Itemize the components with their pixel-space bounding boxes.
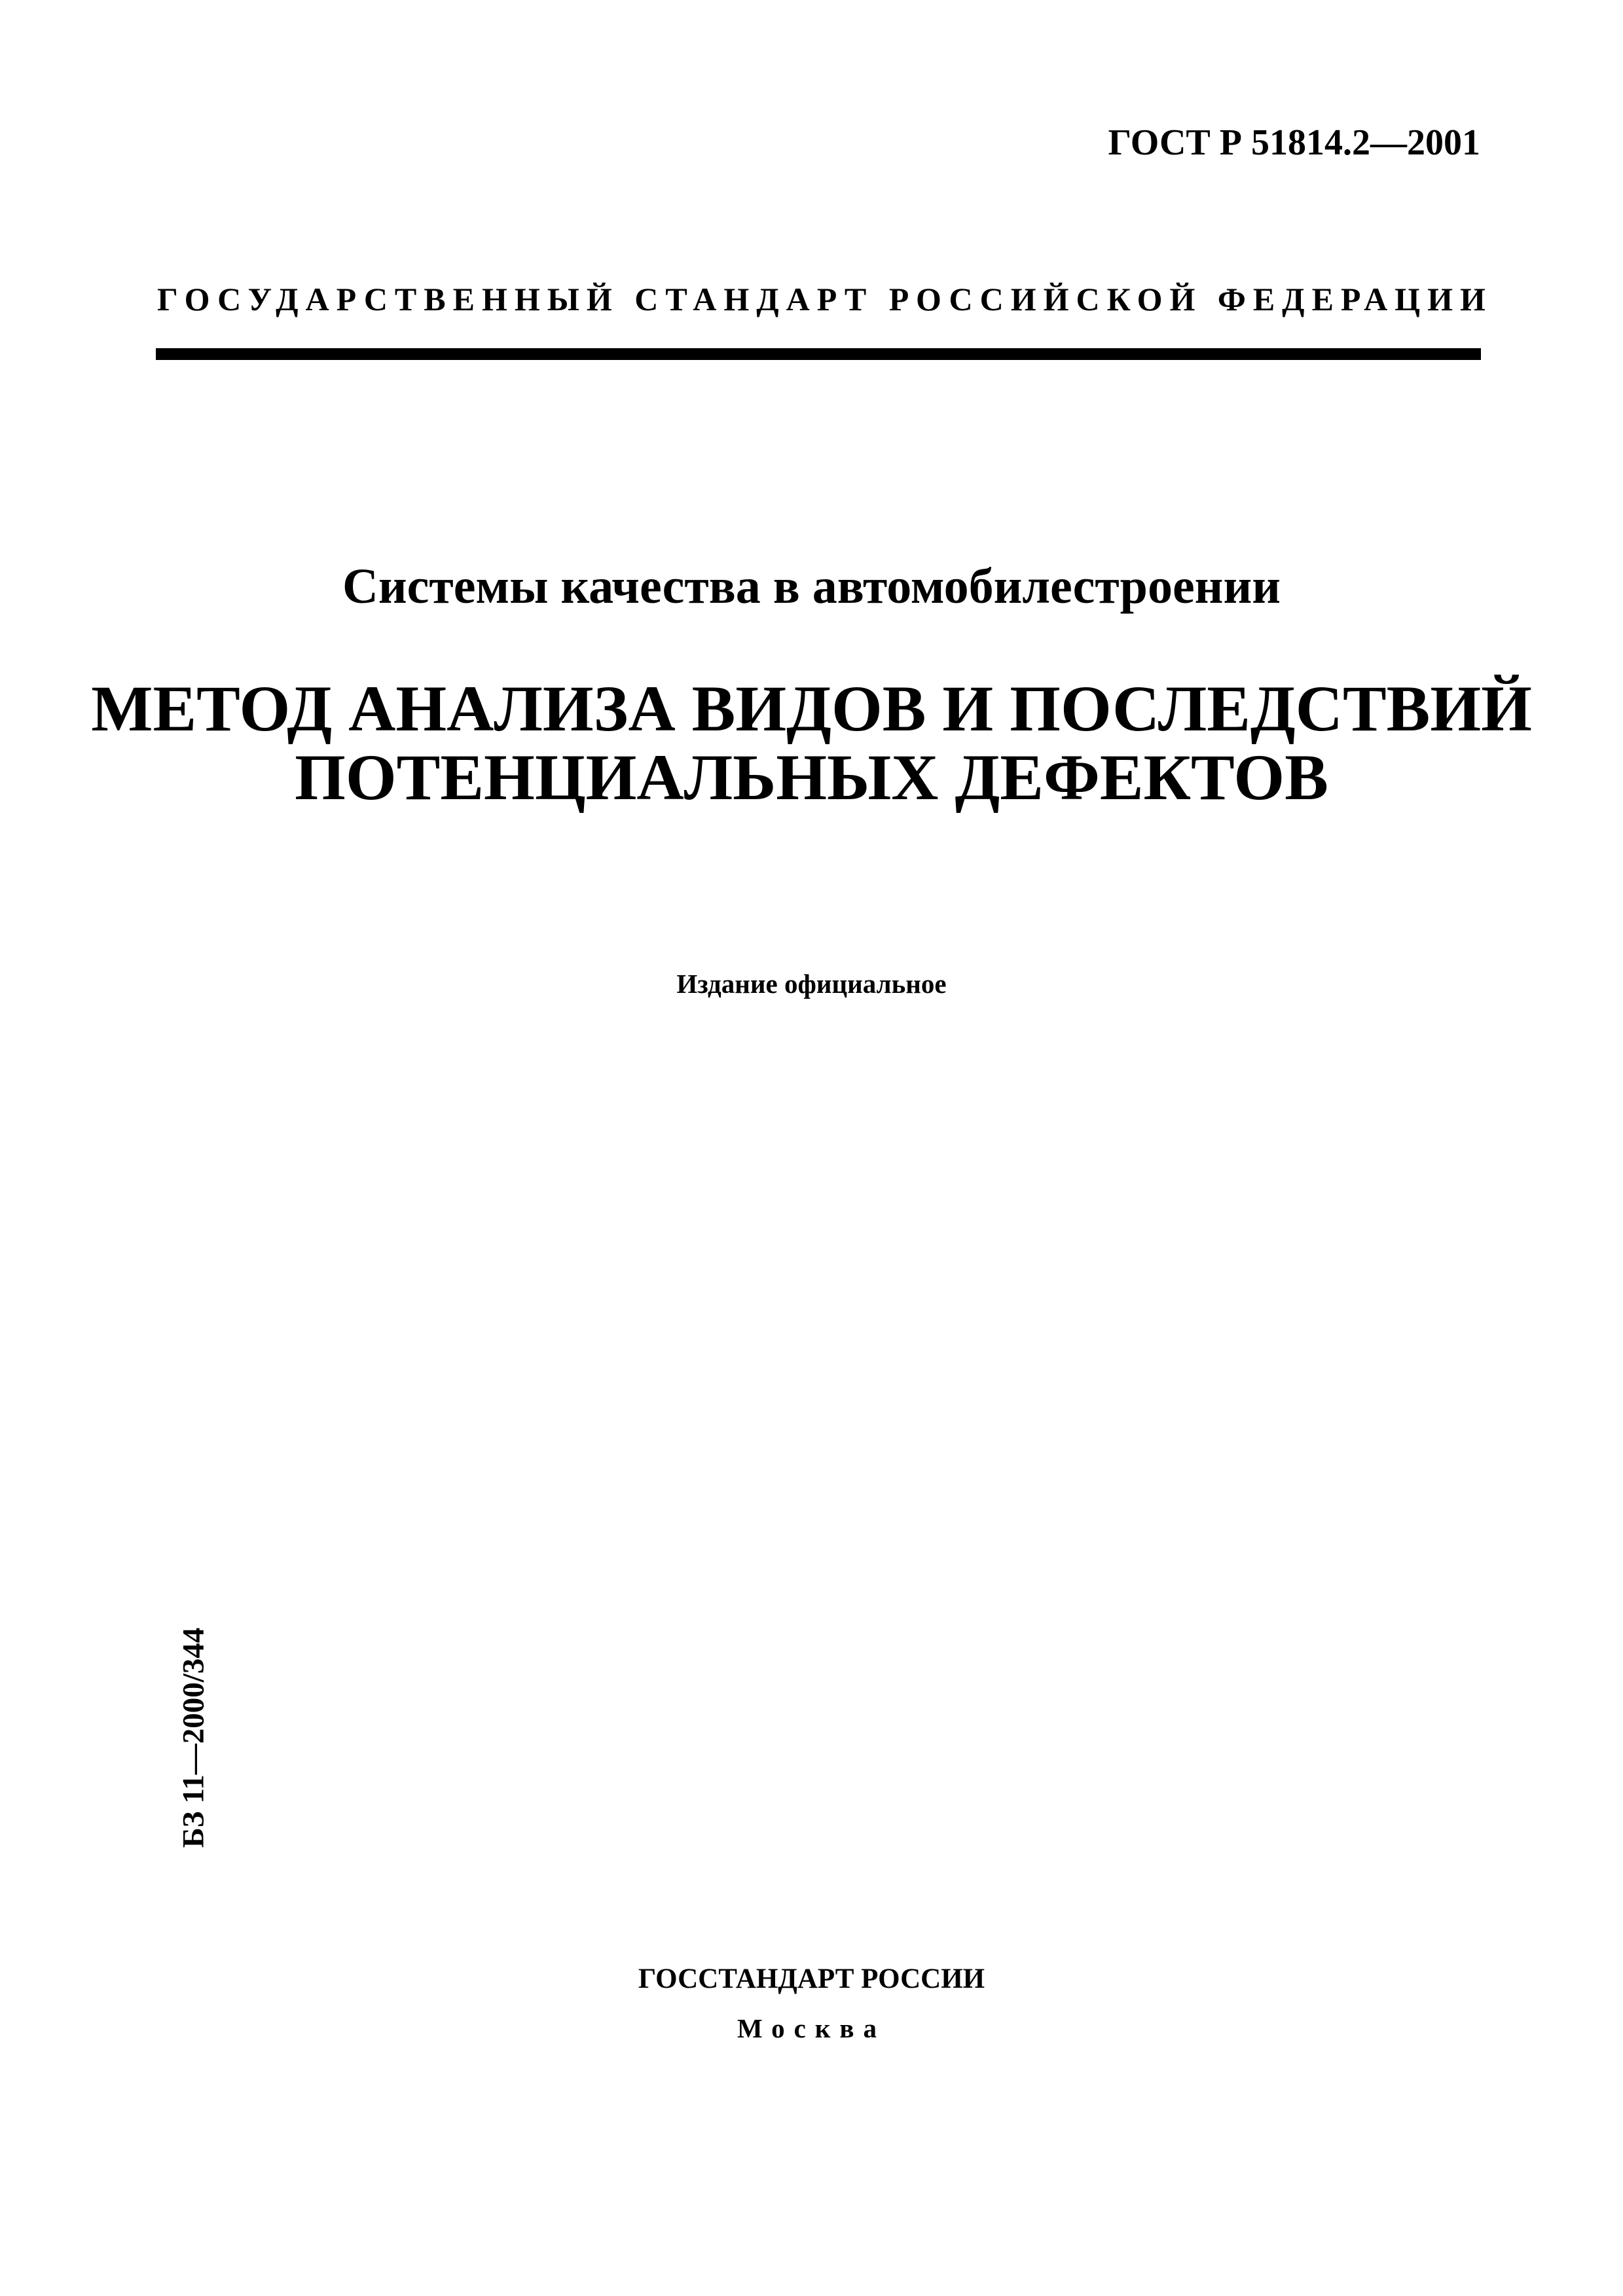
state-standard-heading: ГОСУДАРСТВЕННЫЙ СТАНДАРТ РОССИЙСКОЙ ФЕДЕРАЦИИ xyxy=(157,281,1493,317)
publisher-name: ГОССТАНДАРТ РОССИИ xyxy=(638,1964,985,1994)
title-line-2: ПОТЕНЦИАЛЬНЫХ ДЕФЕКТОВ xyxy=(295,741,1328,814)
document-subtitle: Системы качества в автомобилестроении xyxy=(342,559,1281,614)
document-title xyxy=(0,674,1623,812)
header-rule xyxy=(156,348,1481,360)
edition-label: Издание официальное xyxy=(676,969,947,999)
catalog-code: БЗ 11—2000/344 xyxy=(176,1627,211,1848)
title-line-1: МЕТОД АНАЛИЗА ВИДОВ И ПОСЛЕДСТВИЙ xyxy=(91,672,1532,745)
publication-city: Москва xyxy=(737,2013,886,2043)
document-number: ГОСТ Р 51814.2—2001 xyxy=(1108,122,1480,163)
